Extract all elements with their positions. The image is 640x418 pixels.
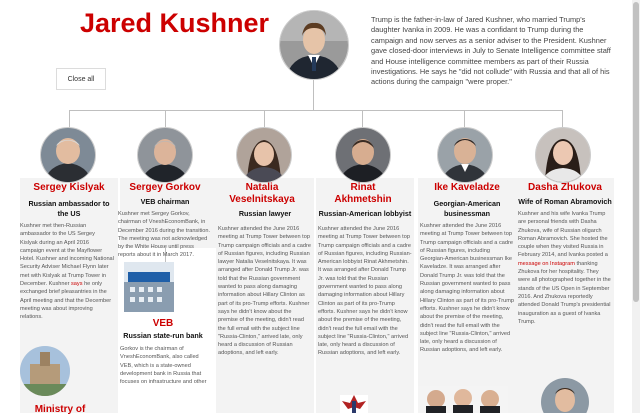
veb-building-image[interactable] [124, 262, 174, 312]
person-role: Russian ambassador to the US [28, 199, 110, 218]
veb-description: Gorkov is the chairman of VneshEconomBank, also called VEB, which is a state-owned development bank in Russia that focuses on infrastructure and other [120, 346, 207, 386]
person-role: Georgian-American businessman [433, 199, 501, 218]
desc-text: Kushner and his wife Ivanka Trump are personal friends with Dasha Zhukova, wife of Russian oligarch Roman Abramovich. She hosted the couple when they visited Russia in February 2014, and Ivanka posted a [518, 211, 608, 259]
tree-connector [264, 110, 265, 128]
desc-text: Kushner attended the June 2016 meeting at Trump Tower between top Trump campaign officials and a cadre of Russian figures, including Russian lawyer Natalia Veselnitskaya. It was arranged after Donald Trump Jr. was told that the Russian government wanted to pass along damaging information about Hillary Clinton as part of its pro-Trump efforts. Kushner says he didn't know about the premise of the meeting, didn't read the full email with the subject line "Russia-Clinton," arrived late, only heard a discussion of Russian adoptions, and left early. [218, 226, 311, 357]
eagle-emblem-image[interactable] [340, 395, 368, 413]
rinat-akhmetshin-photo[interactable] [335, 127, 391, 183]
page-title: Jared Kushner [80, 8, 270, 38]
person-description [420, 222, 514, 355]
close-all-button[interactable]: Close all [56, 68, 106, 90]
tree-connector [69, 110, 70, 128]
veb-name[interactable]: VEB [152, 318, 174, 329]
ike-kaveladze-photo[interactable] [437, 127, 493, 183]
natalia-veselnitskaya-photo[interactable] [236, 127, 292, 183]
desc-text: Kushner met then-Russian ambassador to the US Sergey Kislyak during an April 2016 campaign event at the Mayflower Hotel. Kushner and incoming National Security Adviser Michael Flynn later met with Kislyak at Trump Tower in December. Kushner [20, 223, 114, 288]
person-description [318, 225, 412, 358]
desc-text: thanking Zhukova for her hospitality. They were all photographed together in the stands of the US Open in September 2016. And Zhukova reportedly attended Donald Trump's presidential inauguration as a guest of Ivanka Trump. [518, 260, 611, 325]
person-description [518, 210, 612, 326]
person-role: Russian-American lobbyist [318, 209, 412, 218]
desc-text: Kushner attended the June 2016 meeting at Trump Tower between top Trump campaign officials and a cadre of Russian figures, including Georgian-American businessman Ike Kaveladze. It was arranged after Donald Trump Jr. was told that the Russian government wanted to pass along damaging information about Hillary Clinton as part of its pro-Trump efforts. Kushner says he didn't know about the premise of the meeting, didn't read the full email with the subject line "Russia-Clinton," arrived late, only heard a discussion of Russian adoptions, and left early. [420, 223, 514, 354]
sergey-gorkov-photo[interactable] [137, 127, 193, 183]
person-name[interactable]: Rinat Akhmetshin [334, 182, 392, 205]
person-name[interactable]: Natalia Veselnitskaya [229, 182, 295, 205]
tree-connector [313, 78, 314, 110]
dasha-zhukova-photo[interactable] [535, 127, 591, 183]
person-role: Russian lawyer [238, 209, 292, 218]
tree-connector [464, 110, 465, 128]
kushner-bio: Trump is the father-in-law of Jared Kushner, who married Trump's daughter Ivanka in 2009. He was a confidant to Trump during the campaign and now serves as a senior adviser to the President. Kushner gave closed-door interviews in July to Senate Intelligence committee staff and House intelligence committee members as part of their Russia investigations. He says he "did not collude" with Russia and that all of his actions during the campaign "were proper." [371, 15, 611, 87]
person-description [20, 222, 114, 322]
ministry-building-photo[interactable] [20, 346, 70, 396]
person-name[interactable]: Dasha Zhukova [528, 182, 602, 193]
tree-connector [562, 110, 563, 128]
ministry-name[interactable]: Ministry of [34, 404, 86, 415]
roman-abramovich-photo[interactable] [541, 378, 589, 413]
veb-role: Russian state-run bank [123, 331, 203, 340]
person-name[interactable]: Sergey Gorkov [129, 182, 201, 193]
says-link[interactable]: says [71, 281, 83, 288]
scrollbar-thumb[interactable] [633, 2, 639, 302]
person-description [218, 225, 312, 358]
page-scrollbar[interactable] [632, 0, 640, 413]
jared-kushner-photo[interactable] [279, 10, 349, 80]
desc-text: Kushner met Sergey Gorkov, chairman of VneshEconomBank, in December 2016 during the transition. The meeting was not acknowledged by the White House until press reports about it in March 2017. [118, 211, 211, 259]
tree-connector [69, 110, 562, 111]
person-name[interactable]: Ike Kaveladze [434, 182, 500, 193]
desc-text: Kushner attended the June 2016 meeting at Trump Tower between top Trump campaign officials and a cadre of Russian figures, including Russian-American lobbyist Rinat Akhmetshin. It was arranged after Donald Trump Jr. was told that the Russian government wanted to pass along damaging information about Hillary Clinton as part of its pro-Trump efforts. Kushner says he didn't know about the premise of the meeting, didn't read the full email with the subject line "Russia-Clinton," arrived late, only heard a discussion of Russian adoptions, and left early. [318, 226, 412, 357]
group-photo[interactable] [418, 386, 508, 413]
sergey-kislyak-photo[interactable] [40, 127, 96, 183]
tree-connector [362, 110, 363, 128]
instagram-link[interactable]: message on Instagram [518, 260, 575, 267]
person-role: VEB chairman [140, 197, 190, 206]
person-description [118, 210, 212, 260]
tree-connector [165, 110, 166, 128]
desc-text: he only exchanged brief pleasantries in the April meeting and that the December meeting was about improving relations. [20, 281, 112, 321]
person-name[interactable]: Sergey Kislyak [33, 182, 105, 193]
person-role: Wife of Roman Abramovich [518, 197, 612, 206]
